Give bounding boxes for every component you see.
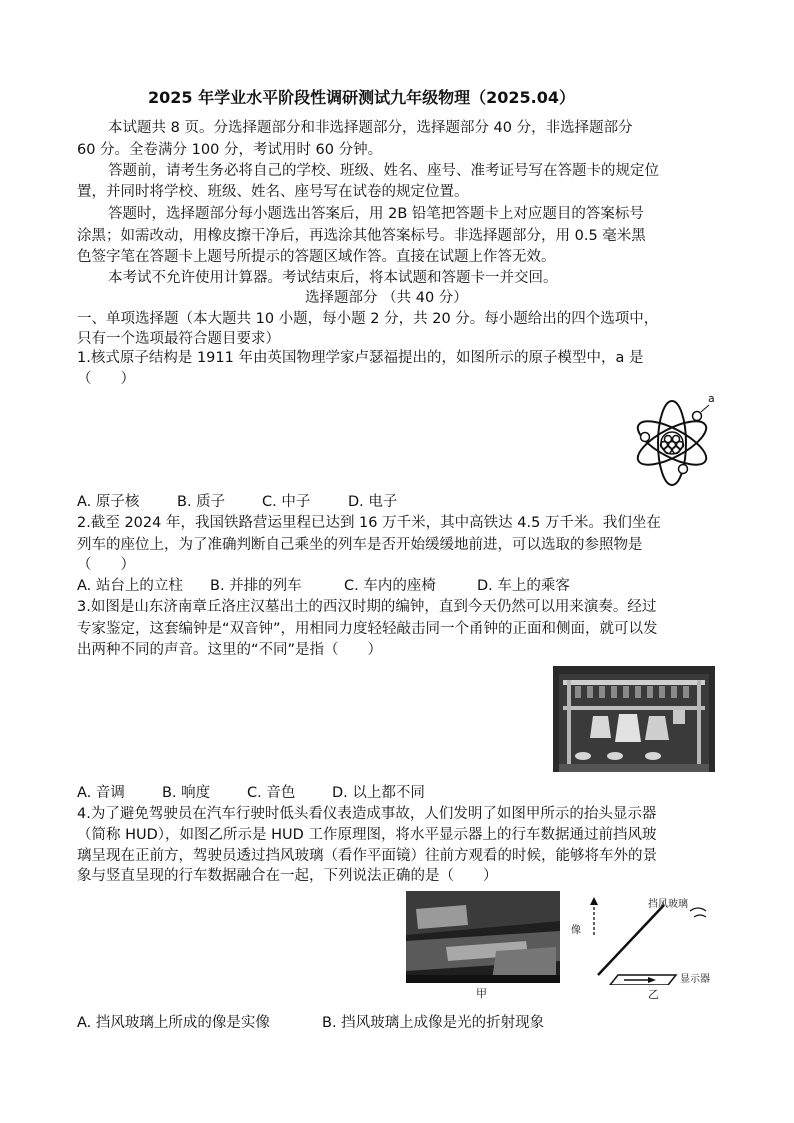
section-title: 选择题部分 （共 40 分） bbox=[305, 290, 468, 306]
section-heading: 一、单项选择题（本大题共 10 小题，每小题 2 分，共 20 分。每小题给出的四个选项中， bbox=[77, 311, 659, 327]
q2-option-d[interactable]: D. 车上的乘客 bbox=[477, 578, 570, 594]
hud-photo-jia bbox=[406, 891, 560, 983]
question-2-stem: 列车的座位上，为了准确判断自己乘坐的列车是否开始缓缓地前进，可以选取的参照物是 bbox=[77, 537, 643, 553]
q4-option-a[interactable]: A. 挡风玻璃上所成的像是实像 bbox=[77, 1015, 270, 1031]
instruction-line: 答题前，请考生务必将自己的学校、班级、姓名、座号、准考证号写在答题卡的规定位 bbox=[108, 163, 659, 179]
fig-label-jia: 甲 bbox=[476, 987, 487, 1000]
q1-option-c[interactable]: C. 中子 bbox=[262, 494, 311, 510]
q1-option-a[interactable]: A. 原子核 bbox=[77, 494, 140, 510]
question-4-stem: 璃呈现在正前方，驾驶员透过挡风玻璃（看作平面镜）往前方观看的时候，能够将车外的景 bbox=[77, 848, 657, 864]
q2-option-b[interactable]: B. 并排的列车 bbox=[210, 578, 302, 594]
question-3-stem: 专家鉴定，这套编钟是“双音钟”，用相同力度轻轻敲击同一个甬钟的正面和侧面，就可以发 bbox=[77, 621, 658, 637]
question-4-stem: 象与竖直呈现的行车数据融合在一起，下列说法正确的是（ ） bbox=[77, 868, 498, 884]
page-title: 2025 年学业水平阶段性调研测试九年级物理（2025.04） bbox=[148, 88, 575, 107]
instruction-line: 60 分。全卷满分 100 分，考试用时 60 分钟。 bbox=[77, 142, 383, 158]
question-2-bracket: （ ） bbox=[77, 557, 135, 573]
q4-option-b[interactable]: B. 挡风玻璃上成像是光的折射现象 bbox=[322, 1015, 545, 1031]
question-4-stem: （简称 HUD），如图乙所示是 HUD 工作原理图，将水平显示器上的行车数据通过前挡风玻 bbox=[77, 827, 657, 843]
q1-option-b[interactable]: B. 质子 bbox=[177, 494, 226, 510]
diagram-glass-label: 挡风玻璃 bbox=[648, 899, 688, 910]
instruction-line: 置，并同时将学校、班级、姓名、座号写在试卷的规定位置。 bbox=[77, 184, 469, 200]
q3-option-b[interactable]: B. 响度 bbox=[162, 785, 211, 801]
section-heading: 只有一个选项最符合题目要求） bbox=[77, 331, 280, 347]
instruction-line: 涂黑；如需改动，用橡皮擦干净后，再选涂其他答案标号。非选择题部分，用 0.5 毫米黑 bbox=[77, 228, 646, 244]
diagram-image-label: 像 bbox=[571, 925, 581, 936]
atom-model-figure bbox=[628, 393, 720, 491]
hud-principle-diagram-yi bbox=[572, 893, 722, 985]
question-4-stem: 4.为了避免驾驶员在汽车行驶时低头看仪表造成事故，人们发明了如图甲所示的抬头显示器 bbox=[77, 806, 657, 822]
q2-option-c[interactable]: C. 车内的座椅 bbox=[344, 578, 436, 594]
q3-option-a[interactable]: A. 音调 bbox=[77, 785, 125, 801]
chime-bells-photo bbox=[553, 666, 715, 772]
instruction-line: 本试题共 8 页。分选择题部分和非选择题部分，选择题部分 40 分，非选择题部分 bbox=[108, 120, 633, 136]
instruction-line: 本考试不允许使用计算器。考试结束后，将本试题和答题卡一并交回。 bbox=[108, 270, 558, 286]
q1-option-d[interactable]: D. 电子 bbox=[348, 494, 398, 510]
question-1-bracket: （ ） bbox=[77, 371, 135, 387]
fig-label-yi: 乙 bbox=[648, 988, 659, 1001]
q2-option-a[interactable]: A. 站台上的立柱 bbox=[77, 578, 183, 594]
question-3-stem: 3.如图是山东济南章丘洛庄汉墓出土的西汉时期的编钟，直到今天仍然可以用来演奏。经过 bbox=[77, 599, 657, 615]
question-1-stem: 1.核式原子结构是 1911 年由英国物理学家卢瑟福提出的，如图所示的原子模型中，a 是 bbox=[77, 350, 644, 366]
q3-option-c[interactable]: C. 音色 bbox=[247, 785, 296, 801]
diagram-display-label: 显示器 bbox=[680, 974, 710, 985]
question-3-stem: 出两种不同的声音。这里的“不同”是指（ ） bbox=[77, 642, 383, 658]
question-2-stem: 2.截至 2024 年，我国铁路营运里程已达到 16 万千米，其中高铁达 4.5 万千米。我们坐在 bbox=[77, 515, 661, 531]
q3-option-d[interactable]: D. 以上都不同 bbox=[332, 785, 425, 801]
instruction-line: 色签字笔在答题卡上题号所提示的答题区域作答。直接在试题上作答无效。 bbox=[77, 249, 556, 265]
instruction-line: 答题时，选择题部分每小题选出答案后，用 2B 铅笔把答题卡上对应题目的答案标号 bbox=[108, 206, 644, 222]
atom-label-a: a bbox=[708, 392, 715, 405]
